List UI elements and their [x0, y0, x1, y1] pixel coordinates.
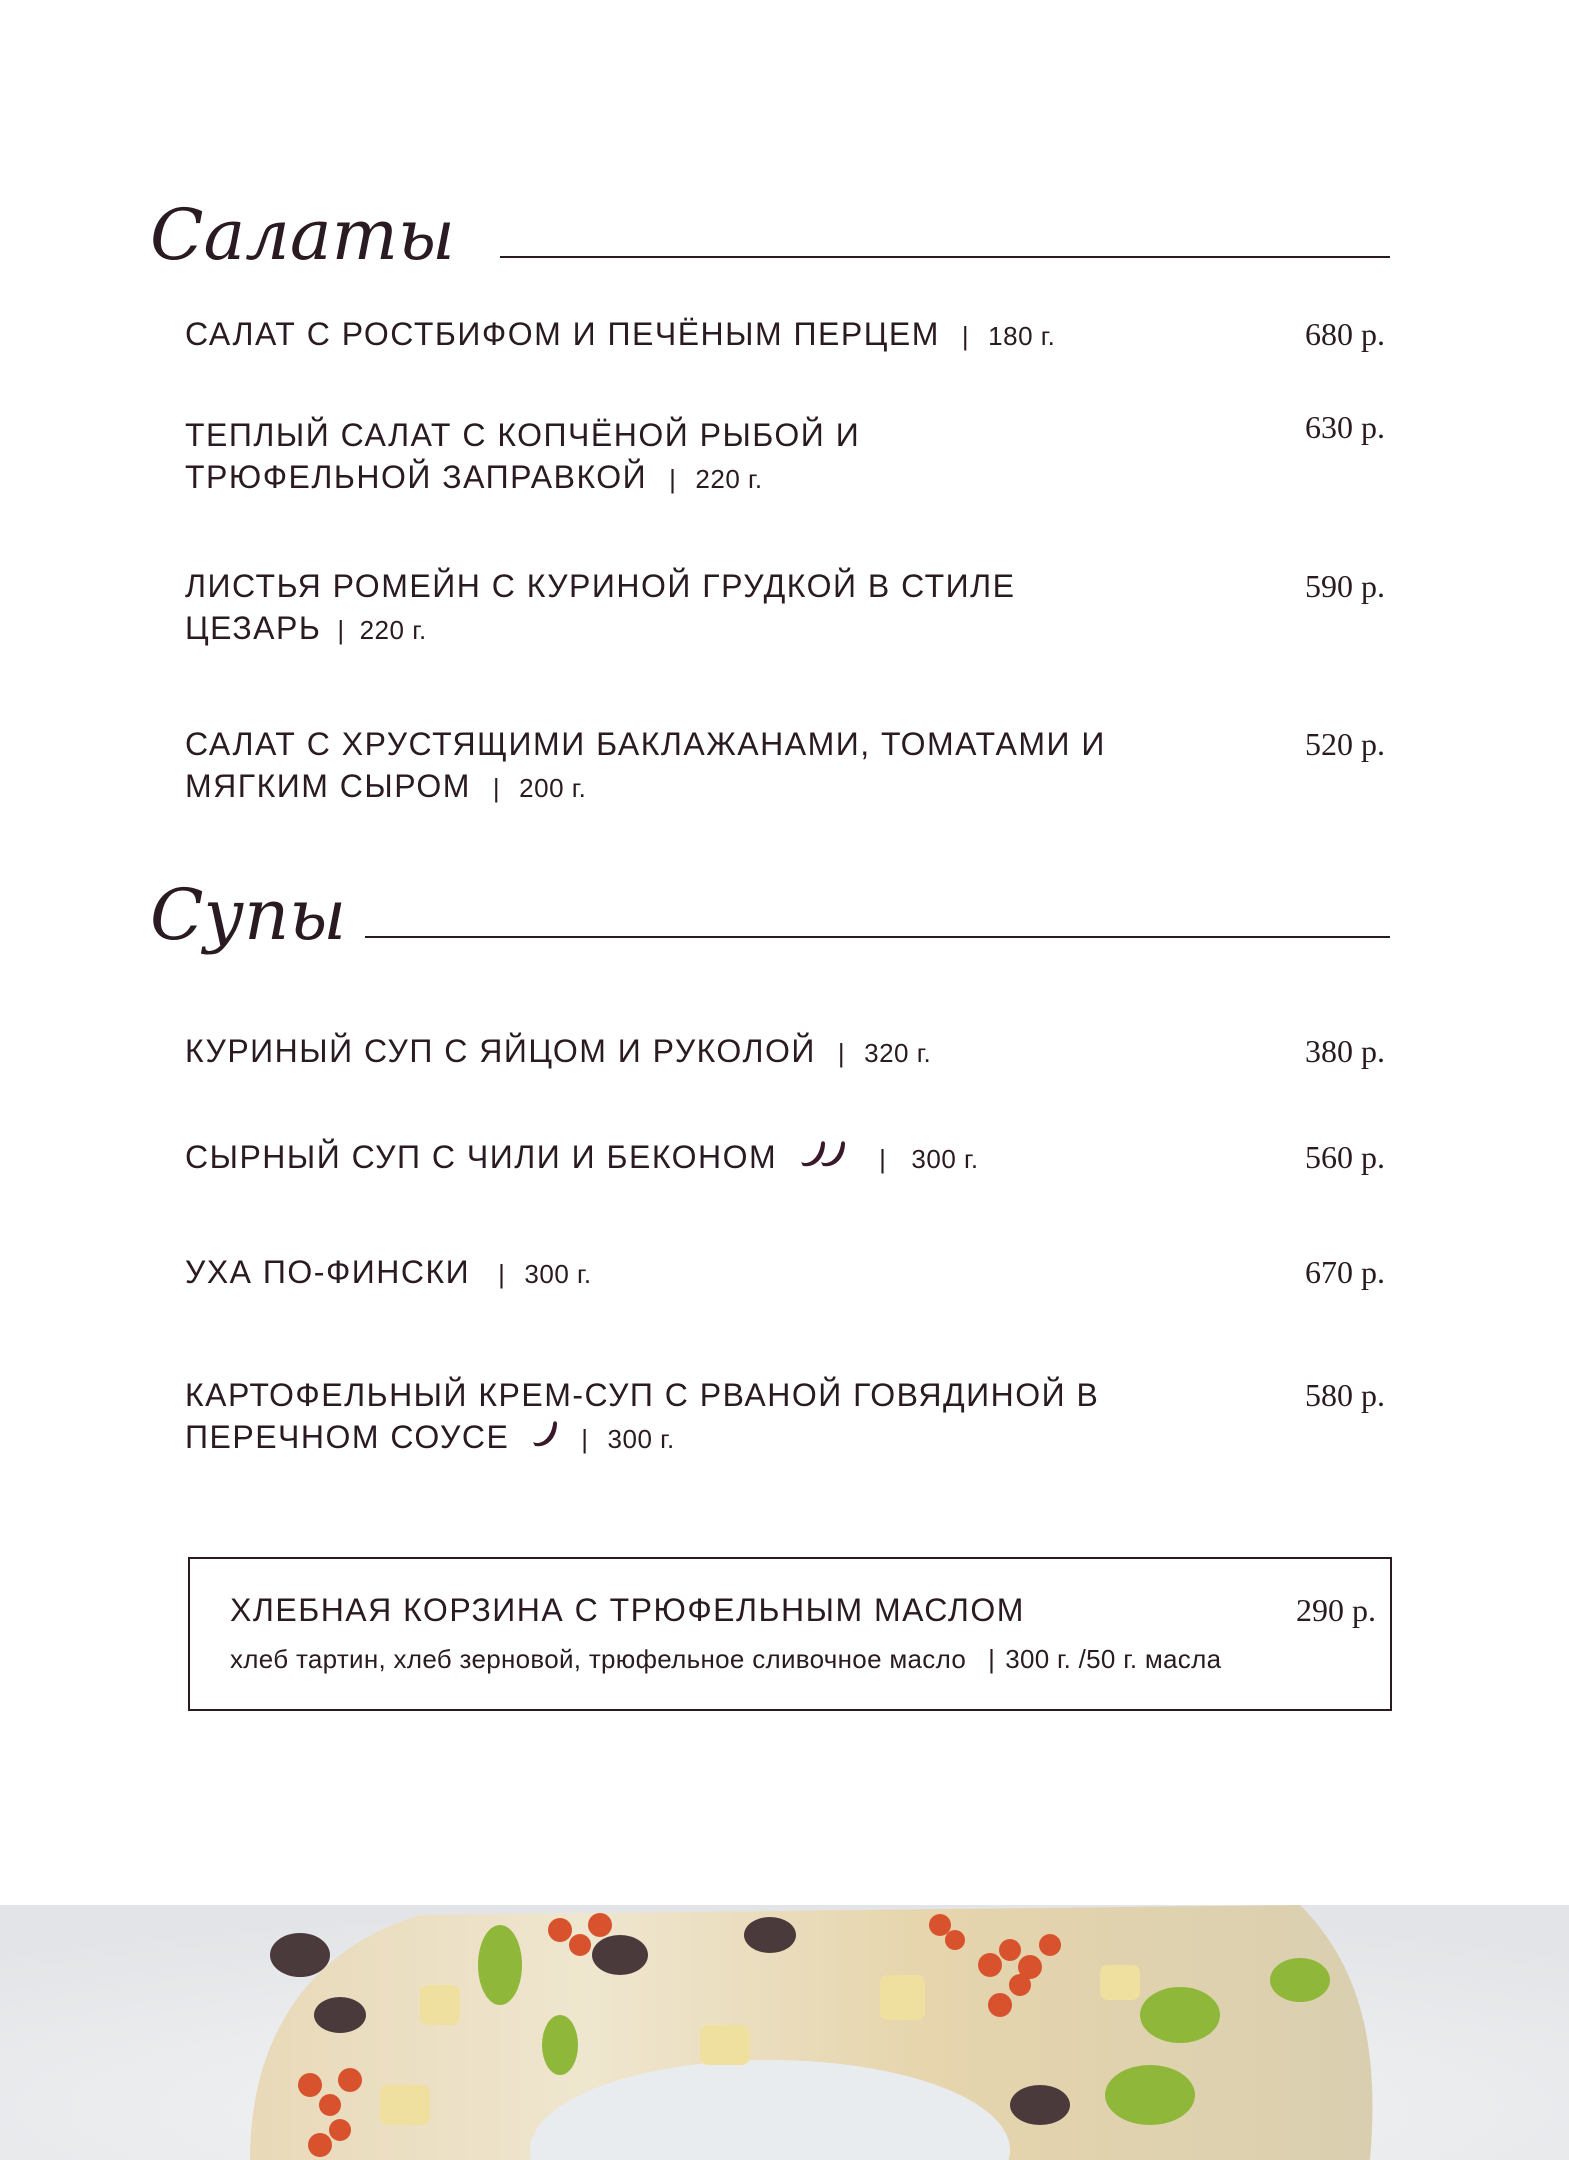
- item-weight: 300 г.: [524, 1259, 592, 1289]
- item-price: 680 р.: [1305, 316, 1385, 352]
- item-price: 520 р.: [1305, 726, 1385, 762]
- chili-pepper-icon: [799, 1138, 849, 1180]
- separator: |: [498, 1259, 507, 1289]
- separator: |: [581, 1424, 590, 1454]
- item-name: СЫРНЫЙ СУП С ЧИЛИ И БЕКОНОМ: [185, 1139, 778, 1175]
- item-price: 380 р.: [1305, 1033, 1385, 1069]
- menu-item: [185, 565, 1385, 651]
- menu-item: [185, 1374, 1385, 1460]
- item-description: [230, 1642, 1221, 1676]
- item-weight: 220 г.: [695, 464, 763, 494]
- chili-pepper-icon: [531, 1418, 559, 1460]
- separator: |: [669, 464, 678, 494]
- item-price: 290 р.: [1296, 1592, 1376, 1628]
- section-title: Салаты: [150, 194, 455, 276]
- item-name: ХЛЕБНАЯ КОРЗИНА С ТРЮФЕЛЬНЫМ МАСЛОМ: [230, 1592, 1025, 1628]
- item-name: ТЕПЛЫЙ САЛАТ С КОПЧЁНОЙ РЫБОЙ И ТРЮФЕЛЬНОЙ ЗАПРАВКОЙ: [185, 417, 861, 495]
- section-divider: [500, 256, 1390, 258]
- menu-item: [185, 1030, 1385, 1074]
- separator: |: [837, 1038, 847, 1068]
- item-name: САЛАТ С ХРУСТЯЩИМИ БАКЛАЖАНАМИ, ТОМАТАМИ И МЯГКИМ СЫРОМ: [185, 726, 1106, 804]
- menu-item: [185, 1136, 1385, 1180]
- item-weight: 300 г. /50 г. масла: [1005, 1644, 1222, 1674]
- item-price: 630 р.: [1305, 409, 1385, 445]
- item-weight: 300 г.: [607, 1424, 675, 1454]
- separator: |: [337, 615, 346, 645]
- bread-basket-box: [188, 1557, 1392, 1711]
- item-name: КАРТОФЕЛЬНЫЙ КРЕМ-СУП С РВАНОЙ ГОВЯДИНОЙ В ПЕРЕЧНОМ СОУСЕ: [185, 1377, 1100, 1455]
- item-price: 590 р.: [1305, 568, 1385, 604]
- item-weight: 300 г.: [911, 1144, 979, 1174]
- section-title: Супы: [150, 874, 347, 956]
- food-photo: [0, 1905, 1569, 2160]
- item-price: 560 р.: [1305, 1139, 1385, 1175]
- separator: |: [988, 1644, 996, 1674]
- item-weight: 220 г.: [359, 615, 427, 645]
- item-weight: 180 г.: [988, 321, 1056, 351]
- section-header-soups: [150, 850, 1390, 956]
- section-header-salads: [150, 170, 1390, 276]
- separator: |: [961, 321, 971, 351]
- item-name: САЛАТ С РОСТБИФОМ И ПЕЧЁНЫМ ПЕРЦЕМ: [185, 316, 940, 352]
- item-name: ЛИСТЬЯ РОМЕЙН С КУРИНОЙ ГРУДКОЙ В СТИЛЕ ЦЕЗАРЬ: [185, 568, 1016, 646]
- section-divider: [365, 936, 1390, 938]
- menu-item: [185, 313, 1385, 357]
- item-weight: 320 г.: [864, 1038, 932, 1068]
- item-ingredients: хлеб тартин, хлеб зерновой, трюфельное сливочное масло: [230, 1644, 967, 1674]
- menu-item: [185, 409, 1385, 500]
- item-price: 580 р.: [1305, 1377, 1385, 1413]
- item-name: КУРИНЫЙ СУП С ЯЙЦОМ И РУКОЛОЙ: [185, 1033, 816, 1069]
- item-price: 670 р.: [1305, 1254, 1385, 1290]
- item-weight: 200 г.: [519, 773, 587, 803]
- separator: |: [879, 1144, 888, 1174]
- separator: |: [492, 773, 502, 803]
- menu-item: [185, 723, 1385, 809]
- menu-item: [185, 1251, 1385, 1295]
- item-name: УХА ПО-ФИНСКИ: [185, 1254, 471, 1290]
